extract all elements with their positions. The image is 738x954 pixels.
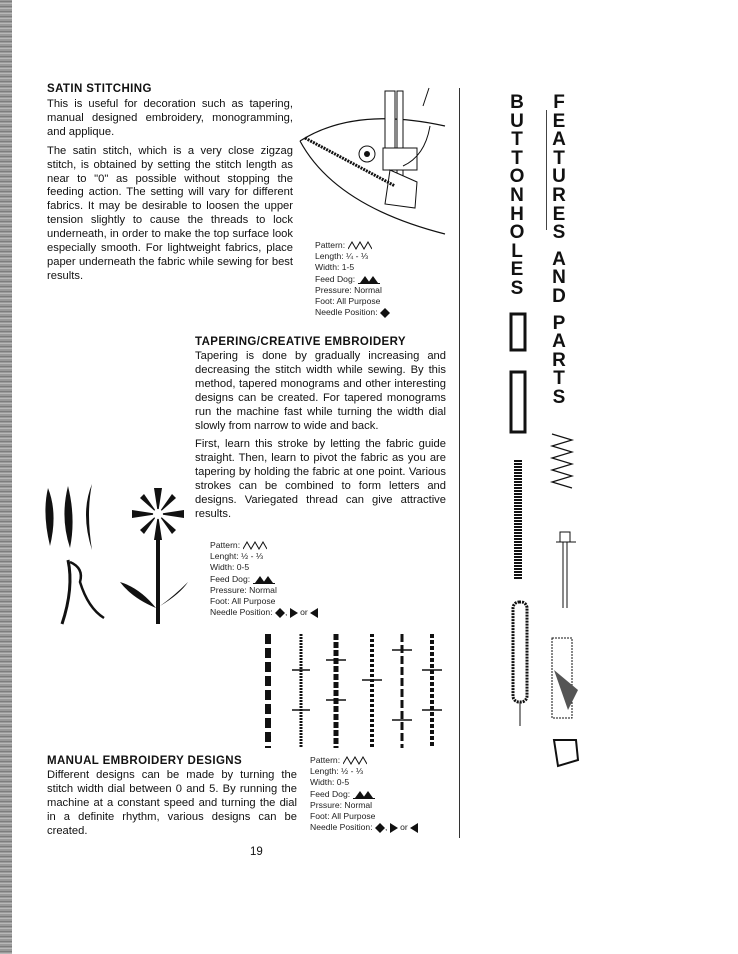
tapering-paragraph-1: Tapering is done by gradually increasing and decreasing the stitch width while sewing. By this method, tapered monograms and other interesting designs can be created. For tapered monograms run the machine fast while turning the width dial slowly from narrow to wide and back.: [195, 350, 446, 432]
page-binding-edge: [0, 0, 12, 954]
zigzag-stitch-sample: [548, 432, 588, 492]
tab-letter: B: [510, 92, 524, 113]
tapering-needle-row: Needle Position: , or: [210, 607, 318, 618]
manual-embroidery-title: MANUAL EMBROIDERY DESIGNS: [47, 755, 243, 767]
buttonholes-tab[interactable]: [505, 94, 529, 299]
satin-pressure: Pressure: Normal: [315, 284, 382, 295]
tab-letter: U: [510, 110, 524, 132]
manual-feed-dog-label: Feed Dog:: [310, 788, 351, 799]
satin-pattern-row: [315, 240, 390, 251]
tapering-pattern-label: Pattern:: [210, 540, 241, 550]
needle-left-icon: [410, 823, 418, 833]
manual-settings: [310, 755, 418, 833]
needle-left-icon: [310, 608, 318, 618]
satin-pattern-label: Pattern:: [315, 240, 346, 250]
tab-letter: T: [553, 147, 565, 169]
tab-letter: A: [552, 248, 566, 270]
tab-letter: N: [510, 184, 524, 206]
feed-dog-up-icon: [253, 575, 275, 584]
manual-pattern-label: Pattern:: [310, 755, 341, 765]
manual-foot: Foot: All Purpose: [310, 811, 376, 822]
satin-feed-dog-row: [315, 274, 390, 285]
satin-settings: [315, 240, 390, 318]
tab-letter: D: [552, 285, 566, 307]
manual-needle-or: or: [400, 822, 408, 833]
tab-letter: E: [552, 203, 566, 225]
tab-letter: A: [552, 129, 566, 151]
tapering-pressure: Pressure: Normal: [210, 584, 277, 595]
manual-paragraph-1: Different designs can be made by turning the stitch width dial between 0 and 5. By running the machine at a constant speed and turning the dial in a definite rhythm, various designs can be created.: [47, 769, 297, 837]
manual-embroidery-text: [47, 769, 297, 844]
tapering-feed-dog-label: Feed Dog:: [210, 573, 251, 584]
presser-foot-illustration: [295, 86, 453, 238]
manual-embroidery-samples: [256, 630, 446, 752]
manual-pressure: Prssure: Normal: [310, 799, 373, 810]
tab-letter: R: [552, 349, 566, 371]
satin-foot: Foot: All Purpose: [315, 296, 381, 307]
tapering-title: TAPERING/CREATIVE EMBROIDERY: [195, 336, 406, 348]
satin-paragraph-2: The satin stitch, which is a very close zigzag stitch, is obtained by setting the stitch length as near to "0" as possible without stopping the feeding action. The setting will vary for different fabrics. It may be desirable to loosen the upper tension slightly to cause the threads to lock underneath, in order to make the top surface look especially smooth. For lightweight fabrics, place paper underneath the fabric while sewing for best results.: [47, 144, 293, 282]
tapering-paragraph-2: First, learn this stroke by letting the fabric guide straight. Then, learn to pivot the fabric as you are tapering by holding the fabric at one point. Various strokes can be combined to form letters and designs. Variegated thread can give attractive results.: [195, 438, 446, 520]
tapering-length: Lenght: ½ - ⅓: [210, 551, 264, 562]
manual-needle-label: Needle Position:: [310, 822, 373, 833]
tab-letter: S: [552, 222, 566, 244]
satin-feed-dog-label: Feed Dog:: [315, 273, 356, 284]
tab-letter: F: [553, 92, 565, 113]
manual-width: Width: 0-5: [310, 777, 350, 788]
needle-center-icon: [375, 823, 385, 833]
satin-length: Length: ¼ - ⅓: [315, 251, 369, 262]
tab-letter: E: [552, 110, 566, 132]
manual-needle-row: Needle Position: , or: [310, 822, 418, 833]
buttonhole-foot-part: [552, 530, 582, 610]
buttonhole-samples: [505, 310, 545, 730]
satin-width: Width: 1-5: [315, 262, 355, 273]
satin-stitching-title: SATIN STITCHING: [47, 83, 152, 95]
tab-letter: U: [552, 166, 566, 188]
tapering-settings: [210, 540, 318, 618]
tapering-foot: Foot: All Purpose: [210, 596, 276, 607]
tab-letter: L: [511, 240, 523, 262]
tapered-designs-illustration: [40, 478, 190, 628]
features-and-parts-tab[interactable]: [547, 94, 571, 408]
tapering-needle-label: Needle Position:: [210, 607, 273, 618]
zigzag-pattern-icon: [348, 241, 372, 250]
tapering-text: [195, 350, 446, 527]
feed-dog-up-icon: [358, 275, 380, 284]
tab-letter: H: [510, 203, 524, 225]
satin-paragraph-1: This is useful for decoration such as tapering, manual designed embroidery, monogramming, and applique.: [47, 98, 293, 138]
manual-length: Length: ½ - ⅓: [310, 766, 364, 777]
needle-center-icon: [380, 308, 390, 318]
tab-letter: T: [553, 368, 565, 390]
satin-needle-label: Needle Position:: [315, 307, 378, 318]
needle-right-icon: [290, 608, 298, 618]
needle-center-icon: [275, 608, 285, 618]
manual-pattern-row: [310, 755, 418, 766]
zigzag-pattern-icon: [243, 541, 267, 550]
tab-letter: N: [552, 267, 566, 289]
column-divider: [459, 88, 460, 838]
tab-letter: O: [509, 222, 525, 244]
tab-letter: T: [511, 129, 523, 151]
satin-stitching-text: [47, 98, 293, 289]
feed-dog-up-icon: [353, 790, 375, 799]
page-number: 19: [250, 846, 263, 858]
zigzag-pattern-icon: [343, 756, 367, 765]
needle-right-icon: [390, 823, 398, 833]
tapering-pattern-row: [210, 540, 318, 551]
tab-letter: P: [552, 312, 566, 334]
manual-feed-dog-row: [310, 789, 418, 800]
tab-letter: T: [511, 147, 523, 169]
tab-letter: R: [552, 184, 566, 206]
tapering-width: Width: 0-5: [210, 562, 250, 573]
presser-foot-parts: [548, 630, 588, 770]
tab-letter: E: [510, 259, 524, 281]
tab-letter: O: [509, 166, 525, 188]
tab-letter: S: [510, 277, 524, 299]
satin-needle-row: [315, 307, 390, 318]
tab-letter: S: [552, 386, 566, 408]
tapering-feed-dog-row: [210, 574, 318, 585]
tapering-needle-or: or: [300, 607, 308, 618]
tab-letter: A: [552, 331, 566, 353]
